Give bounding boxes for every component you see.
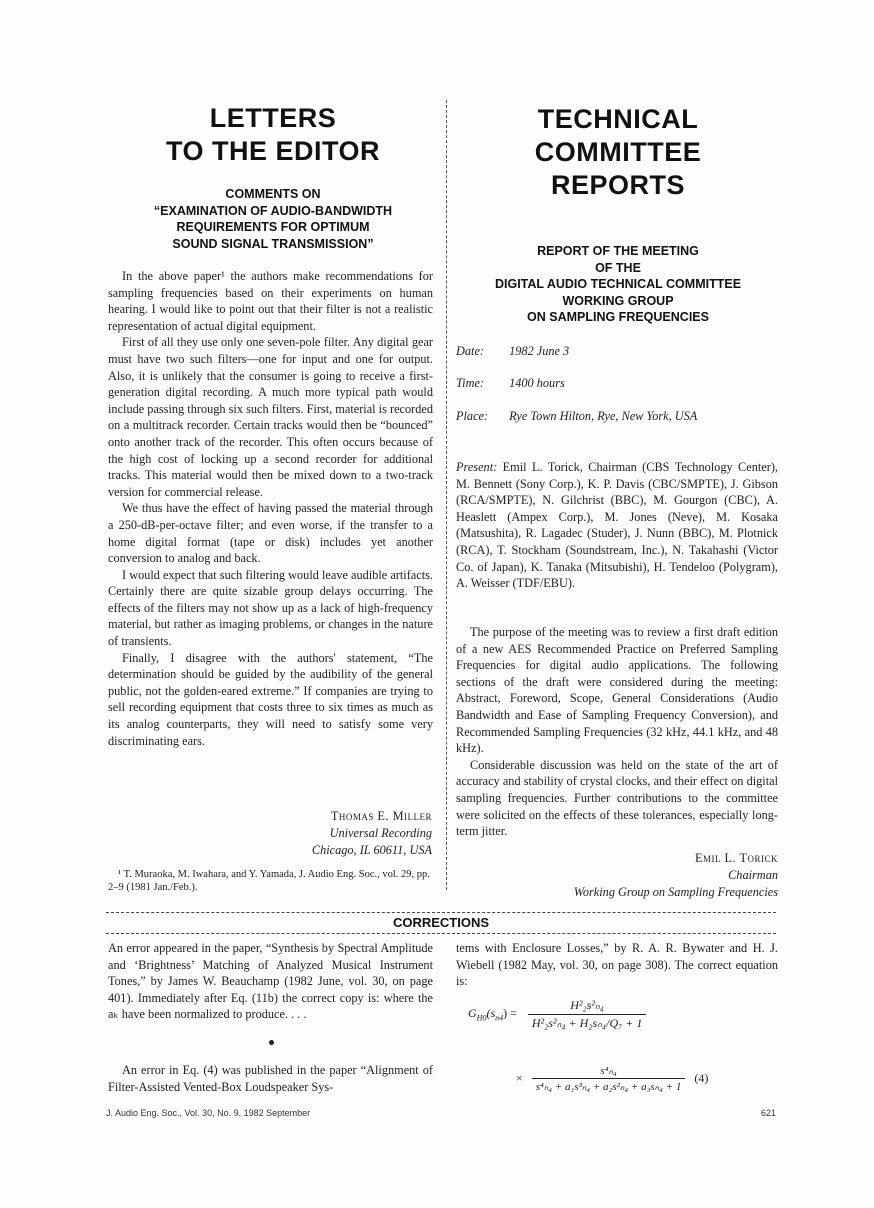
reports-paragraph: The purpose of the meeting was to review a first draft edition of a new AES Recommended Practice on Preferred Sampling Frequencies for digital audio applications. The following sections of the draft were considered during the meeting: Abstract, Foreword, Scope, General Considerations (Audio Bandwidth and Ease of Sampling Frequency Conversion), and Recommended Sampling Frequencies (32 kHz, 44.1 kHz, and 48 kHz). <box>456 625 778 756</box>
letters-subtitle-line: SOUND SIGNAL TRANSMISSION” <box>172 236 374 251</box>
letters-title-line2: TO THE EDITOR <box>165 136 381 166</box>
reports-subtitle-line: OF THE <box>595 260 641 275</box>
corrections-rule-bottom <box>106 933 776 934</box>
letters-subtitle-line: REQUIREMENTS FOR OPTIMUM <box>176 220 370 234</box>
equation-equals: ) = <box>503 1006 517 1021</box>
letters-paragraph: First of all they use only one seven-pole filter. Any digital gear must have two such filters—one for input and one for output. Also, it is unlikely that the consumer is going to receive a first-generation digital recording. A much more typical path would include passing through six such filters. First, material is recorded on a multitrack recorder. Certain tracks would then be “bounced” onto another track of the recorder. This often occurs because of the high cost of locking up a second recorder for additional tracks. This material would then be mixed down to a two-track version for commercial release. <box>108 335 433 499</box>
letters-signature <box>200 808 432 859</box>
equation-fraction-1 <box>528 998 646 1031</box>
equation-times: × <box>516 1071 523 1085</box>
letters-paragraph: Finally, I disagree with the authors' statement, “The determination should be guided by the audibility of the general public, not the golden-eared extreme.” If companies are trying to sell recording equipment that costs three to six times as much as its analog counterparts, they will need to satisfy some very discriminating ears. <box>108 650 433 748</box>
letters-paragraph: We thus have the effect of having passed the material through a 250-dB-per-octave filter; and even worse, if the transfer to a home digital format (tape or disk) includes yet another conversion to analog and back. <box>108 501 433 566</box>
equation-line2 <box>516 1064 778 1104</box>
equation-lhs-arg: (s <box>486 1006 496 1021</box>
letters-subtitle <box>110 186 436 252</box>
time-label: Time: <box>456 376 485 390</box>
meeting-date <box>456 343 776 360</box>
meeting-time <box>456 375 776 392</box>
corrections-left-p2 <box>108 1062 433 1095</box>
page-number: 621 <box>760 1108 776 1118</box>
letters-subtitle-line: COMMENTS ON <box>225 187 321 201</box>
equation-lhs-arg-sub: n4 <box>495 1013 504 1023</box>
reports-signature <box>520 850 778 901</box>
reports-signature-role: Chairman <box>728 868 778 882</box>
reports-subtitle-line: REPORT OF THE MEETING <box>537 244 699 258</box>
reports-signature-name: Emil L. Torick <box>694 851 778 865</box>
equation-lhs-symbol: G <box>468 1006 477 1021</box>
date-label: Date: <box>456 344 484 358</box>
reports-paragraph: Considerable discussion was held on the state of the art of accuracy and stability of crystal clocks, and their effect on digital sampling frequencies. Further contributions to the committee were solicited on the effects of these tolerances, especially long-term jitter. <box>456 757 778 839</box>
letters-title <box>110 102 436 168</box>
attendees <box>456 459 778 592</box>
letters-signature-org: Universal Recording <box>329 826 432 840</box>
letters-footnote: ¹ T. Muraoka, M. Iwahara, and Y. Yamada, J. Audio Eng. Soc., vol. 29, pp. 2–9 (1981 Jan./Feb.). <box>108 869 430 893</box>
corrections-left-p1: An error appeared in the paper, “Synthesis by Spectral Amplitude and ‘Brightness’ Matching of Analyzed Musical Instrument Tones,” by James W. Beauchamp (1982 June, vol. 30, on page 401). Immediately after Eq. (11b) the correct copy is: where the aₖ have been normalized to produce. . . . <box>108 941 433 1022</box>
reports-title-line1: TECHNICAL <box>537 104 699 134</box>
reports-subtitle-line: DIGITAL AUDIO TECHNICAL COMMITTEE <box>494 277 742 291</box>
reports-body <box>456 624 778 840</box>
reports-subtitle-line: WORKING GROUP <box>562 293 674 308</box>
corrections-left-p2-text: An error in Eq. (4) was published in the paper “Alignment of Filter-Assisted Vented-Box Loudspeaker Sys- <box>108 1063 433 1094</box>
reports-subtitle-line: ON SAMPLING FREQUENCIES <box>527 310 709 324</box>
letters-signature-name: Thomas E. Miller <box>330 809 432 823</box>
journal-citation: J. Audio Eng. Soc., Vol. 30, No. 9, 1982 September <box>106 1108 311 1118</box>
corrections-rule-top <box>106 912 776 913</box>
reports-title <box>458 103 778 202</box>
bullet-dot <box>269 1040 274 1045</box>
equation-number: (4) <box>694 1071 709 1085</box>
date-value: 1982 June 3 <box>509 344 570 358</box>
time-value: 1400 hours <box>509 376 565 390</box>
equation-denominator-2: s⁴ₙ₄ + a₁s³ₙ₄ + a₂s²ₙ₄ + a₃sₙ₄ + 1 <box>535 1081 682 1093</box>
place-value: Rye Town Hilton, Rye, New York, USA <box>509 409 698 423</box>
letters-body <box>108 268 433 749</box>
equation-fraction-2 <box>532 1064 686 1093</box>
letters-signature-city: Chicago, IL 60611, USA <box>311 843 432 857</box>
equation-numerator-2: s⁴ₙ₄ <box>532 1064 686 1079</box>
letters-paragraph: I would expect that such filtering would leave audible artifacts. Certainly there are quite sizable group delays occurring. The effects of the filters may not show up as a lack of high-frequency material, but rather as imaging problems, or changes in the nature of transients. <box>108 567 433 649</box>
present-label: Present: <box>456 460 498 474</box>
reports-signature-group: Working Group on Sampling Frequencies <box>573 885 778 899</box>
column-divider <box>446 100 447 890</box>
reports-subtitle <box>458 243 778 326</box>
letters-subtitle-line: “EXAMINATION OF AUDIO-BANDWIDTH <box>153 203 393 218</box>
reports-title-line2: COMMITTEE <box>534 137 702 167</box>
corrections-heading: CORRECTIONS <box>392 915 490 930</box>
equation-lhs <box>468 1006 517 1022</box>
present-text: Emil L. Torick, Chairman (CBS Technology Center), M. Bennett (Sony Corp.), K. P. Davis (CBC/SMPTE), J. Gibson (RCA/SMPTE), N. Gilchrist (BBC), M. Gourgon (CBC), A. Heaslett (Ampex Corp.), M. Jones (Neve), M. Kosaka (Matsushita), R. Lagadec (Studer), J. Nunn (BBC), M. Plotnick (RCA), T. Stockham (Soundstream, Inc.), N. Takahashi (Victor Co. of Japan), K. Tanaka (Mitsubishi), H. Tendeloo (Polygram), A. Weisser (TDF/EBU). <box>456 460 779 591</box>
equation-line1 <box>468 998 778 1040</box>
equation-numerator-1: H²₂s²ₙ₄ <box>528 998 646 1015</box>
place-label: Place: <box>456 409 489 423</box>
equation-lhs-sub: H0 <box>476 1013 487 1023</box>
corrections-right-p1: tems with Enclosure Losses,” by R. A. R. Bywater and H. J. Wiebell (1982 May, vol. 30, on page 308). The correct equation is: <box>456 941 778 989</box>
reports-title-line3: REPORTS <box>550 170 686 200</box>
letters-paragraph: In the above paper¹ the authors make recommendations for sampling frequencies based on their experiments on human hearing. I would like to point out that their filter is not a realistic representation of actual digital equipment. <box>108 269 433 333</box>
letters-title-line1: LETTERS <box>209 103 337 133</box>
meeting-place <box>456 408 776 425</box>
equation-denominator-1: H²₂s²ₙ₄ + H₂sₙ₄/Q₇ + 1 <box>531 1016 643 1030</box>
